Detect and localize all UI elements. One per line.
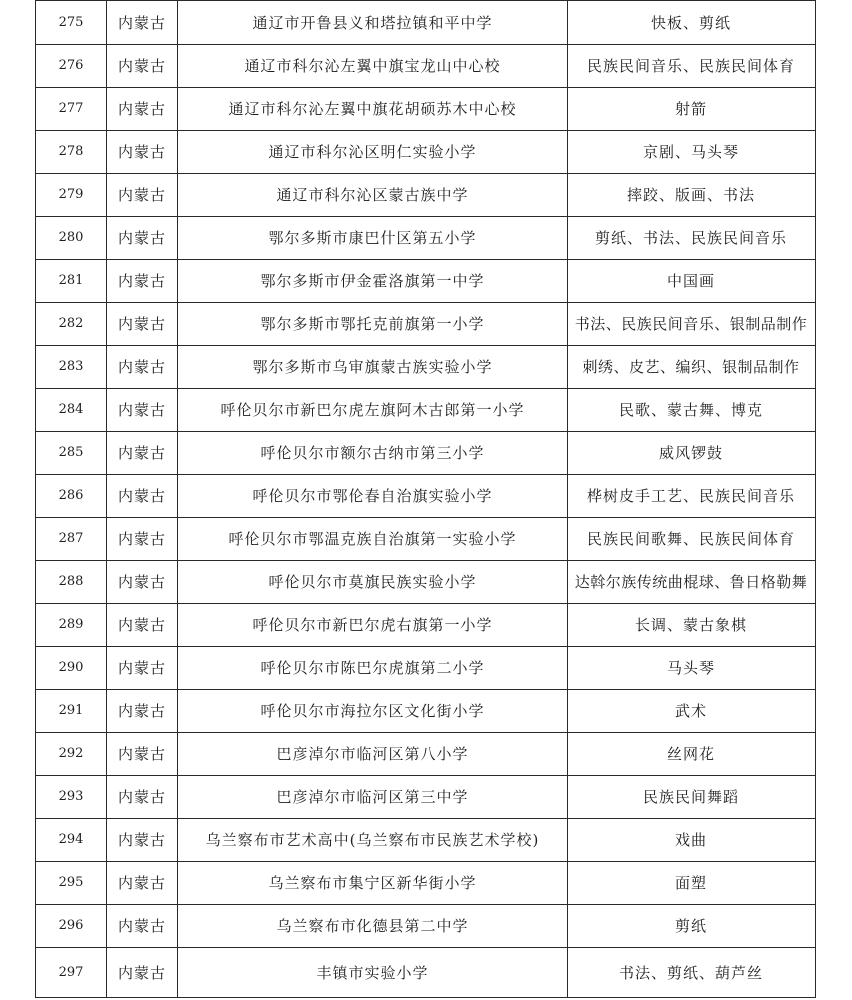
row-number: 294 — [58, 832, 84, 847]
table-row — [36, 259, 815, 302]
row-number: 295 — [58, 875, 84, 890]
table-row — [36, 947, 815, 997]
row-number: 282 — [58, 316, 84, 331]
table-row — [36, 0, 815, 44]
table-row — [36, 302, 815, 345]
row-number: 276 — [58, 58, 84, 73]
school-name-cell: 呼伦贝尔市新巴尔虎右旗第一小学 — [177, 604, 567, 646]
province-cell: 内蒙古 — [106, 948, 177, 997]
table-row — [36, 689, 815, 732]
table-row — [36, 818, 815, 861]
table-row — [36, 603, 815, 646]
project-cell: 长调、蒙古象棋 — [567, 604, 814, 646]
school-name-cell: 呼伦贝尔市陈巴尔虎旗第二小学 — [177, 647, 567, 689]
project-cell: 民族民间歌舞、民族民间体育 — [567, 518, 814, 560]
project-cell: 刺绣、皮艺、编织、银制品制作 — [567, 346, 814, 388]
school-name-cell: 通辽市科尔沁区蒙古族中学 — [177, 174, 567, 216]
project-cell: 剪纸、书法、民族民间音乐 — [567, 217, 814, 259]
project-cell: 达斡尔族传统曲棍球、鲁日格勒舞 — [567, 561, 814, 603]
province-cell: 内蒙古 — [106, 260, 177, 302]
province-cell: 内蒙古 — [106, 862, 177, 904]
school-name-cell: 呼伦贝尔市莫旗民族实验小学 — [177, 561, 567, 603]
project-cell: 快板、剪纸 — [567, 1, 814, 44]
province-cell: 内蒙古 — [106, 561, 177, 603]
table-row — [36, 474, 815, 517]
row-number: 296 — [58, 918, 84, 933]
province-cell: 内蒙古 — [106, 432, 177, 474]
table-row — [36, 388, 815, 431]
province-cell: 内蒙古 — [106, 88, 177, 130]
province-cell: 内蒙古 — [106, 389, 177, 431]
school-name-cell: 丰镇市实验小学 — [177, 948, 567, 997]
project-cell: 书法、民族民间音乐、银制品制作 — [567, 303, 814, 345]
province-cell: 内蒙古 — [106, 475, 177, 517]
province-cell: 内蒙古 — [106, 776, 177, 818]
school-name-cell: 呼伦贝尔市额尔古纳市第三小学 — [177, 432, 567, 474]
row-number: 283 — [58, 359, 84, 374]
row-number: 275 — [58, 14, 84, 30]
school-name-cell: 通辽市科尔沁区明仁实验小学 — [177, 131, 567, 173]
table-row — [36, 87, 815, 130]
table-row — [36, 861, 815, 904]
school-name-cell: 通辽市开鲁县义和塔拉镇和平中学 — [177, 1, 567, 44]
province-cell: 内蒙古 — [106, 690, 177, 732]
province-cell: 内蒙古 — [106, 905, 177, 947]
row-number: 290 — [58, 660, 84, 675]
row-number: 278 — [58, 144, 84, 159]
table-row — [36, 44, 815, 87]
row-number: 291 — [58, 703, 84, 718]
row-number: 285 — [58, 445, 84, 460]
province-cell: 内蒙古 — [106, 217, 177, 259]
row-number: 277 — [58, 101, 84, 116]
row-number: 288 — [58, 574, 84, 589]
school-name-cell: 呼伦贝尔市鄂伦春自治旗实验小学 — [177, 475, 567, 517]
project-cell: 武术 — [567, 690, 814, 732]
school-name-cell: 通辽市科尔沁左翼中旗花胡硕苏木中心校 — [177, 88, 567, 130]
project-cell: 剪纸 — [567, 905, 814, 947]
table-row — [36, 130, 815, 173]
project-cell: 京剧、马头琴 — [567, 131, 814, 173]
row-number: 281 — [58, 273, 84, 288]
project-cell: 戏曲 — [567, 819, 814, 861]
row-number: 292 — [58, 746, 84, 761]
project-cell: 民族民间舞蹈 — [567, 776, 814, 818]
province-cell: 内蒙古 — [106, 733, 177, 775]
project-cell: 摔跤、版画、书法 — [567, 174, 814, 216]
table-row — [36, 216, 815, 259]
row-number: 284 — [58, 402, 84, 417]
school-name-cell: 巴彦淖尔市临河区第三中学 — [177, 776, 567, 818]
province-cell: 内蒙古 — [106, 518, 177, 560]
province-cell: 内蒙古 — [106, 819, 177, 861]
project-cell: 马头琴 — [567, 647, 814, 689]
table-row — [36, 517, 815, 560]
school-name-cell: 鄂尔多斯市鄂托克前旗第一小学 — [177, 303, 567, 345]
school-name-cell: 呼伦贝尔市鄂温克族自治旗第一实验小学 — [177, 518, 567, 560]
project-cell: 威风锣鼓 — [567, 432, 814, 474]
table-row — [36, 345, 815, 388]
table-row — [36, 560, 815, 603]
row-number: 297 — [58, 964, 84, 980]
row-number: 279 — [58, 187, 84, 202]
table-row — [36, 775, 815, 818]
row-number: 289 — [58, 617, 84, 632]
project-cell: 中国画 — [567, 260, 814, 302]
province-cell: 内蒙古 — [106, 346, 177, 388]
table-row — [36, 646, 815, 689]
row-number: 287 — [58, 531, 84, 546]
province-cell: 内蒙古 — [106, 1, 177, 44]
school-name-cell: 通辽市科尔沁左翼中旗宝龙山中心校 — [177, 45, 567, 87]
table-row — [36, 904, 815, 947]
school-name-cell: 乌兰察布市化德县第二中学 — [177, 905, 567, 947]
project-cell: 丝网花 — [567, 733, 814, 775]
table-row — [36, 173, 815, 216]
school-name-cell: 鄂尔多斯市伊金霍洛旗第一中学 — [177, 260, 567, 302]
project-cell: 书法、剪纸、葫芦丝 — [567, 948, 814, 997]
province-cell: 内蒙古 — [106, 174, 177, 216]
province-cell: 内蒙古 — [106, 647, 177, 689]
project-cell: 桦树皮手工艺、民族民间音乐 — [567, 475, 814, 517]
school-name-cell: 鄂尔多斯市乌审旗蒙古族实验小学 — [177, 346, 567, 388]
project-cell: 面塑 — [567, 862, 814, 904]
school-table — [35, 0, 816, 998]
province-cell: 内蒙古 — [106, 604, 177, 646]
project-cell: 民歌、蒙古舞、博克 — [567, 389, 814, 431]
school-name-cell: 呼伦贝尔市海拉尔区文化街小学 — [177, 690, 567, 732]
project-cell: 射箭 — [567, 88, 814, 130]
table-row — [36, 431, 815, 474]
province-cell: 内蒙古 — [106, 45, 177, 87]
row-number: 293 — [58, 789, 84, 804]
province-cell: 内蒙古 — [106, 131, 177, 173]
project-cell: 民族民间音乐、民族民间体育 — [567, 45, 814, 87]
school-name-cell: 乌兰察布市集宁区新华街小学 — [177, 862, 567, 904]
school-name-cell: 鄂尔多斯市康巴什区第五小学 — [177, 217, 567, 259]
row-number: 286 — [58, 488, 84, 503]
school-name-cell: 乌兰察布市艺术高中(乌兰察布市民族艺术学校) — [177, 819, 567, 861]
table-row — [36, 732, 815, 775]
school-name-cell: 巴彦淖尔市临河区第八小学 — [177, 733, 567, 775]
school-name-cell: 呼伦贝尔市新巴尔虎左旗阿木古郎第一小学 — [177, 389, 567, 431]
row-number: 280 — [58, 230, 84, 245]
province-cell: 内蒙古 — [106, 303, 177, 345]
